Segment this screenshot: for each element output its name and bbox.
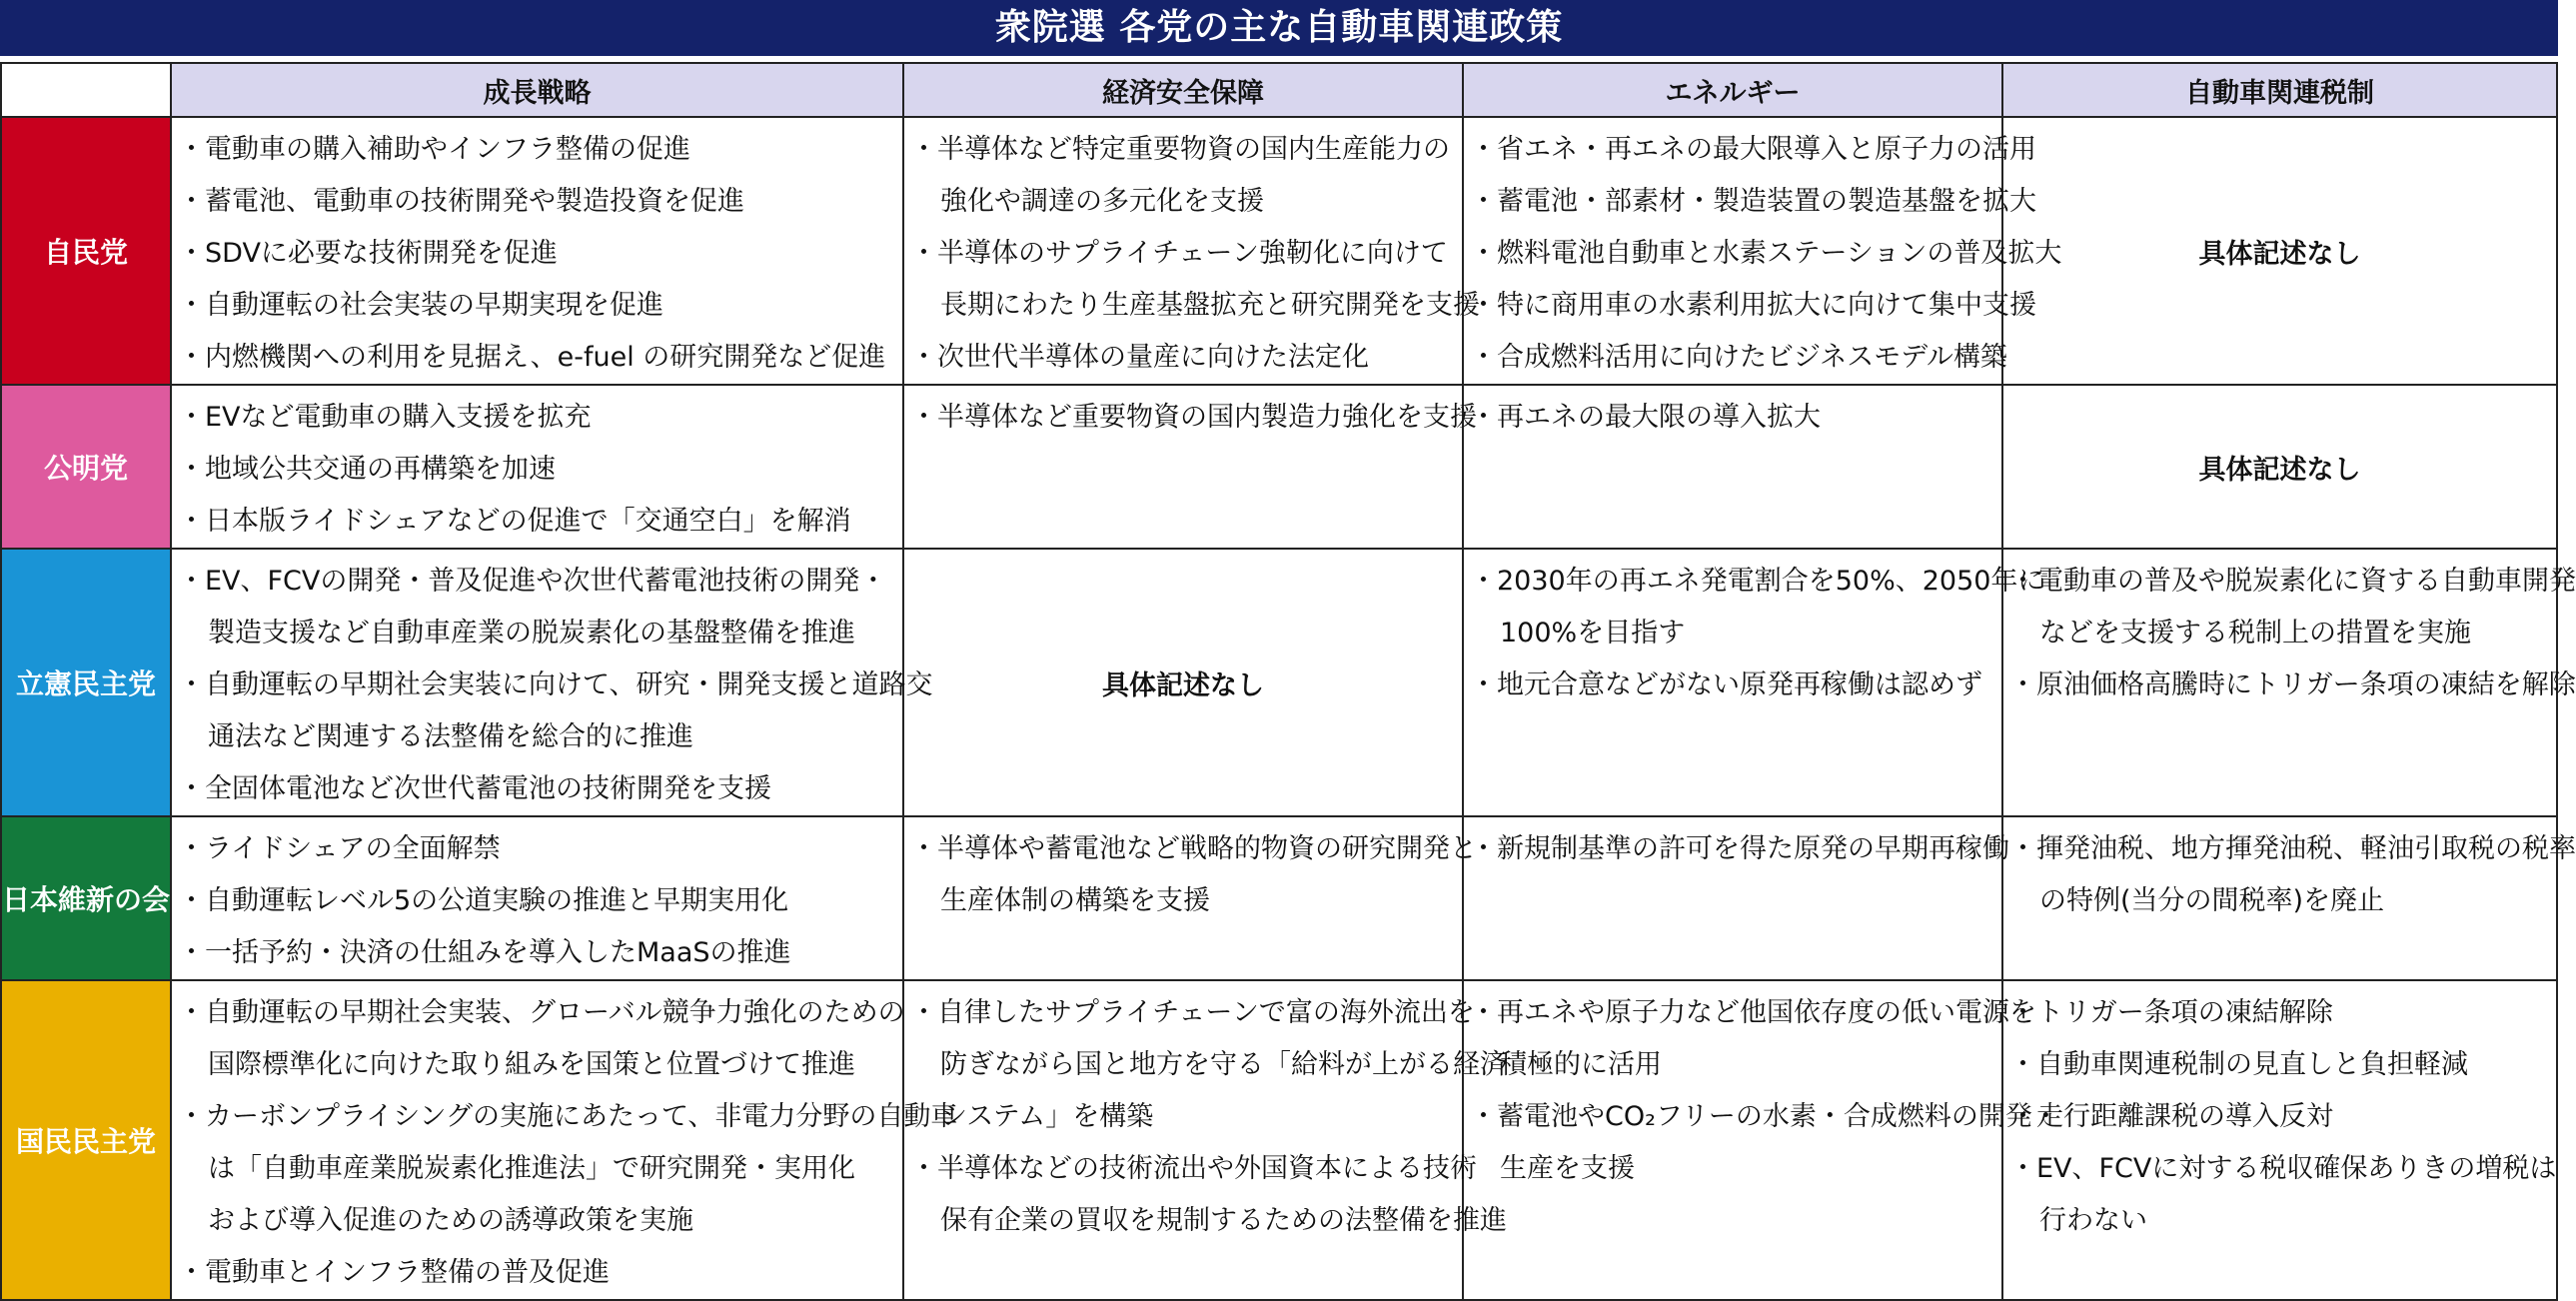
policy-cell-security [903,385,1477,549]
policy-item: ・ カーボンプライシングの実施にあたって、非電力分野の自動車 [178,1091,896,1143]
policy-item: ・ SDVに必要な技術開発を促進 [178,228,896,280]
policy-item: ・ 地元合意などがない原発再稼働は認めず [1470,659,1995,711]
policy-item-continued: 強化や調達の多元化を支援 [940,186,1264,217]
policy-item: ・ 省エネ・再エネの最大限導入と原子力の活用 [1470,124,1995,176]
policy-item-continued: 100%を目指す [1500,618,1686,649]
policy-item: ・ 自動運転の早期社会実装に向けて、研究・開発支援と道路交 [178,659,896,711]
policy-table-container [0,62,2576,1288]
party-name: 立憲民主党 [1,549,171,816]
policy-item-continued: などを支援する税制上の措置を実施 [2039,618,2471,649]
policy-item-continued: の特例(当分の間税率)を廃止 [2039,885,2385,916]
policy-cell-growth [171,816,903,980]
policy-item: ・ 内燃機関への利用を見据え、e-fuel の研究開発など促進 [178,332,896,384]
policy-cell-growth [171,117,903,385]
policy-item-continued: 通法など関連する法整備を総合的に推進 [208,721,693,752]
policy-item-continued: 長期にわたり生産基盤拡充と研究開発を支援 [940,290,1480,321]
policy-item-continued: 生産体制の構築を支援 [940,885,1210,916]
table-row [1,117,2557,385]
policy-cell-energy [1463,980,2059,1300]
policy-item: ・ 地域公共交通の再構築を加速 [178,444,896,496]
policy-item: ・ 半導体など特定重要物資の国内生産能力の [910,124,1456,176]
policy-table [0,62,2576,1301]
policy-item-continued: は「自動車産業脱炭素化推進法」で研究開発・実用化 [208,1153,855,1184]
policy-item-continued: システム」を構築 [940,1101,1154,1132]
policy-item: ・ 次世代半導体の量産に向けた法定化 [910,332,1456,384]
table-row [1,816,2557,980]
policy-item-continued: 保有企業の買収を規制するための法整備を推進 [940,1205,1507,1236]
column-header-energy: エネルギー [1463,63,2002,117]
policy-item-continued: および導入促進のための誘導政策を実施 [208,1205,693,1236]
table-row [1,385,2557,549]
policy-cell-energy [1463,117,2062,385]
policy-item: ・ 電動車の普及や脱炭素化に資する自動車開発 [2009,556,2550,608]
policy-item: ・ 電動車とインフラ整備の普及促進 [178,1247,896,1299]
policy-cell-tax [2002,980,2557,1300]
header-row [1,63,2557,117]
policy-item: ・ 原油価格高騰時にトリガー条項の凍結を解除 [2009,659,2550,711]
policy-item-continued: 国際標準化に向けた取り組みを国策と位置づけて推進 [208,1049,855,1080]
policy-item: ・ 自律したサプライチェーンで富の海外流出を [910,987,1456,1039]
table-row [1,980,2557,1300]
corner-cell [1,63,171,117]
policy-cell-security [903,816,1477,980]
policy-item: ・ 燃料電池自動車と水素ステーションの普及拡大 [1470,228,1995,280]
policy-item: ・ 蓄電池・部素材・製造装置の製造基盤を拡大 [1470,176,1995,228]
policy-item-continued: 行わない [2039,1205,2147,1236]
page-title: 衆院選 各党の主な自動車関連政策 [0,0,2558,56]
policy-item-continued: 製造支援など自動車産業の脱炭素化の基盤整備を推進 [208,618,855,649]
policy-cell-growth [171,980,958,1300]
policy-cell-tax [2002,816,2576,980]
policy-item: ・ 走行距離課税の導入反対 [2009,1091,2550,1143]
column-header-security: 経済安全保障 [903,63,1463,117]
party-name: 日本維新の会 [1,816,171,980]
policy-item: ・ 自動車関連税制の見直しと負担軽減 [2009,1039,2550,1091]
policy-item: ・ EV、FCVに対する税収確保ありきの増税は [2009,1143,2550,1195]
policy-item: ・ EVなど電動車の購入支援を拡充 [178,392,896,444]
policy-item: ・ 電動車の購入補助やインフラ整備の促進 [178,124,896,176]
policy-item: ・ 新規制基準の許可を得た原発の早期再稼働 [1470,823,1995,875]
policy-cell-tax: 具体記述なし [2002,385,2557,549]
policy-item: ・ 2030年の再エネ発電割合を50%、2050年に [1470,556,1995,608]
policy-cell-security: 具体記述なし [903,549,1463,816]
policy-item: ・ ライドシェアの全面解禁 [178,823,896,875]
policy-cell-energy [1463,549,2045,816]
party-name: 自民党 [1,117,171,385]
policy-item: ・ トリガー条項の凍結解除 [2009,987,2550,1039]
column-header-growth: 成長戦略 [171,63,903,117]
policy-cell-energy [1463,385,2002,549]
column-header-tax: 自動車関連税制 [2002,63,2557,117]
policy-item-continued: 積極的に活用 [1500,1049,1662,1080]
policy-item-continued: 防ぎながら国と地方を守る「給料が上がる経済 [940,1049,1507,1080]
policy-item: ・ 自動運転の早期社会実装、グローバル競争力強化のための [178,987,896,1039]
policy-item: ・ 半導体などの技術流出や外国資本による技術 [910,1143,1456,1195]
policy-item: ・ 特に商用車の水素利用拡大に向けて集中支援 [1470,280,1995,332]
policy-item: ・ 合成燃料活用に向けたビジネスモデル構築 [1470,332,1995,384]
policy-item: ・ 半導体のサプライチェーン強靭化に向けて [910,228,1456,280]
policy-item: ・ 蓄電池、電動車の技術開発や製造投資を促進 [178,176,896,228]
policy-item: ・ 再エネの最大限の導入拡大 [1470,392,1995,444]
policy-item: ・ 蓄電池やCO₂フリーの水素・合成燃料の開発・ [1470,1091,1995,1143]
table-row [1,549,2557,816]
policy-item: ・ 再エネや原子力など他国依存度の低い電源を [1470,987,1995,1039]
party-name: 公明党 [1,385,171,549]
policy-item: ・ EV、FCVの開発・普及促進や次世代蓄電池技術の開発・ [178,556,896,608]
policy-item: ・ 揮発油税、地方揮発油税、軽油引取税の税率 [2009,823,2550,875]
policy-cell-energy [1463,816,2009,980]
policy-cell-tax: 具体記述なし [2002,117,2557,385]
policy-cell-tax [2002,549,2576,816]
policy-item: ・ 自動運転レベル5の公道実験の推進と早期実用化 [178,875,896,927]
policy-item: ・ 日本版ライドシェアなどの促進で「交通空白」を解消 [178,496,896,548]
policy-cell-growth [171,549,933,816]
policy-item-continued: 生産を支援 [1500,1153,1635,1184]
policy-cell-security [903,980,1507,1300]
policy-cell-security [903,117,1480,385]
policy-item: ・ 全固体電池など次世代蓄電池の技術開発を支援 [178,763,896,815]
party-name: 国民民主党 [1,980,171,1300]
policy-item: ・ 一括予約・決済の仕組みを導入したMaaSの推進 [178,927,896,979]
policy-item: ・ 半導体や蓄電池など戦略的物資の研究開発と [910,823,1456,875]
policy-cell-growth [171,385,903,549]
policy-item: ・ 自動運転の社会実装の早期実現を促進 [178,280,896,332]
policy-item: ・ 半導体など重要物資の国内製造力強化を支援 [910,392,1456,444]
